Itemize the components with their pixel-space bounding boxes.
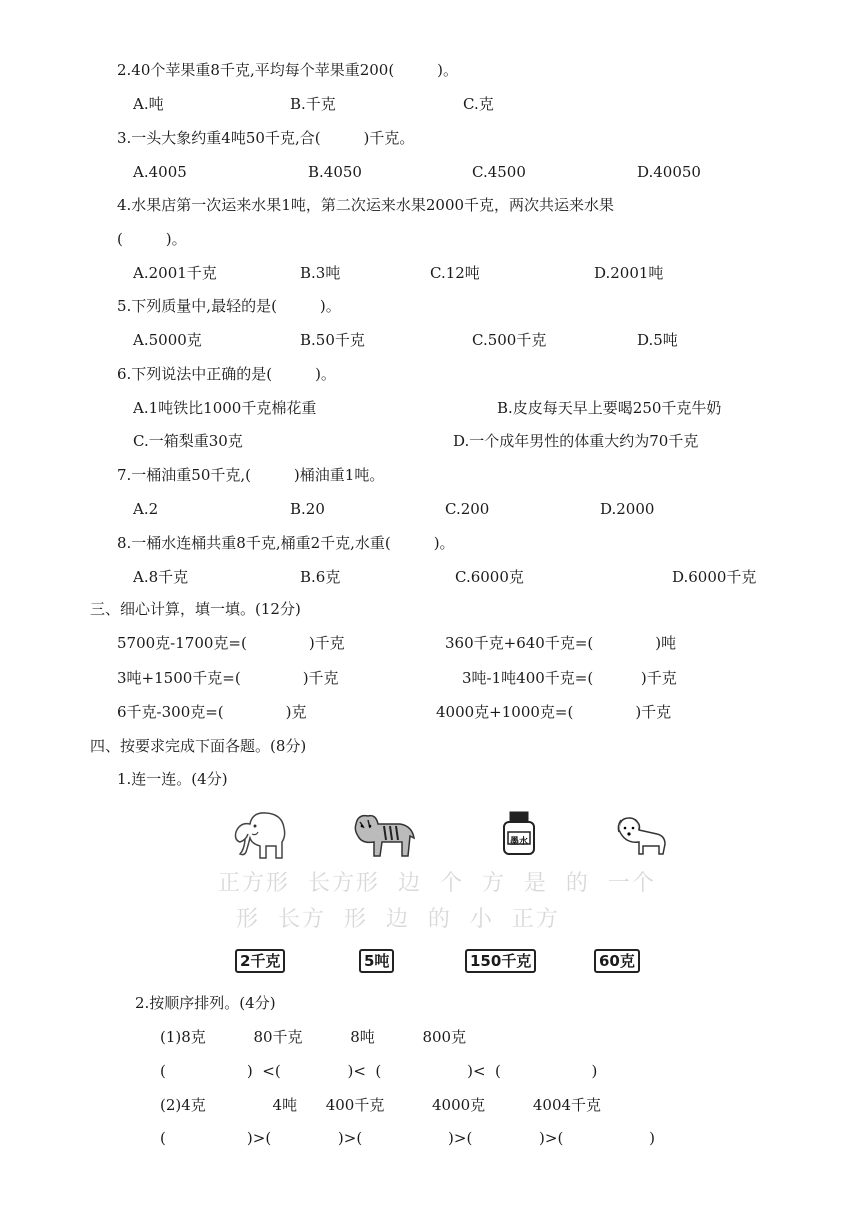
matching-picture	[218, 798, 673, 976]
option-a: A.4005	[133, 163, 187, 181]
option-a: A.2	[133, 500, 159, 518]
section-4-heading: 四、按要求完成下面各题。(8分)	[90, 737, 307, 755]
option-b: B.皮皮每天早上要喝250千克牛奶	[497, 399, 722, 417]
option-c: C.一箱梨重30克	[133, 432, 243, 450]
order-2-blanks: ( )>( )>( )>( )>( )	[160, 1129, 656, 1147]
weight-label: 60克	[594, 949, 640, 973]
question-8: 8.一桶水连桶共重8千克,桶重2千克,水重( )。	[117, 534, 455, 552]
question-6: 6.下列说法中正确的是( )。	[117, 365, 336, 383]
option-c: C.500千克	[472, 331, 547, 349]
option-b: B.6克	[300, 568, 341, 586]
tiger-icon	[348, 806, 418, 862]
option-d: D.2001吨	[594, 264, 664, 282]
question-7: 7.一桶油重50千克,( )桶油重1吨。	[117, 466, 385, 484]
question-3: 3.一头大象约重4吨50千克,合( )千克。	[117, 129, 415, 147]
calc-1: 5700克-1700克=( )千克	[117, 634, 345, 652]
option-b: B.4050	[308, 163, 362, 181]
order-2-items: (2)4克 4吨 400千克 4000克 4004千克	[160, 1096, 602, 1114]
question-2: 2.40个苹果重8千克,平均每个苹果重200( )。	[117, 61, 458, 79]
option-d: D.40050	[637, 163, 701, 181]
option-d: D.5吨	[637, 331, 678, 349]
calc-6: 4000克+1000克=( )千克	[436, 703, 672, 721]
bleed-through-text: 正方形 长方形 边 个 方 是 的 一个	[218, 871, 656, 896]
part-2-title: 2.按顺序排列。(4分)	[135, 994, 276, 1012]
option-a: A.吨	[133, 95, 164, 113]
option-c: C.克	[463, 95, 494, 113]
option-a: A.1吨铁比1000千克棉花重	[133, 399, 317, 417]
option-d: D.6000千克	[672, 568, 757, 586]
option-b: B.20	[290, 500, 325, 518]
calc-4: 3吨-1吨400千克=( )千克	[462, 669, 677, 687]
question-4-cont: ( )。	[117, 230, 187, 248]
weight-label: 150千克	[465, 949, 536, 973]
part-1-title: 1.连一连。(4分)	[117, 770, 228, 788]
option-b: B.3吨	[300, 264, 341, 282]
option-b: B.50千克	[300, 331, 365, 349]
calc-5: 6千克-300克=( )克	[117, 703, 307, 721]
order-1-items: (1)8克 80千克 8吨 800克	[160, 1028, 467, 1046]
question-5: 5.下列质量中,最轻的是( )。	[117, 297, 341, 315]
option-c: C.12吨	[430, 264, 480, 282]
weight-label: 2千克	[235, 949, 285, 973]
option-d: D.一个成年男性的体重大约为70千克	[453, 432, 699, 450]
option-a: A.8千克	[133, 568, 189, 586]
ink-label: 墨水	[510, 837, 529, 847]
bleed-through-text: 形 长方 形 边 的 小 正方	[218, 907, 560, 932]
option-d: D.2000	[600, 500, 655, 518]
question-4: 4.水果店第一次运来水果1吨，第二次运来水果2000千克，两次共运来水果	[117, 196, 615, 214]
calc-2: 360千克+640千克=( )吨	[445, 634, 677, 652]
option-c: C.200	[445, 500, 490, 518]
order-1-blanks: ( ) <( )< ( )< ( )	[160, 1062, 598, 1080]
option-a: A.5000克	[133, 331, 202, 349]
option-c: C.4500	[472, 163, 526, 181]
option-a: A.2001千克	[133, 264, 217, 282]
dog-icon	[613, 812, 669, 858]
weight-label: 5吨	[359, 949, 394, 973]
option-b: B.千克	[290, 95, 336, 113]
section-3-heading: 三、细心计算，填一填。(12分)	[90, 600, 301, 618]
elephant-icon	[230, 806, 292, 864]
option-c: C.6000克	[455, 568, 524, 586]
calc-3: 3吨+1500千克=( )千克	[117, 669, 339, 687]
